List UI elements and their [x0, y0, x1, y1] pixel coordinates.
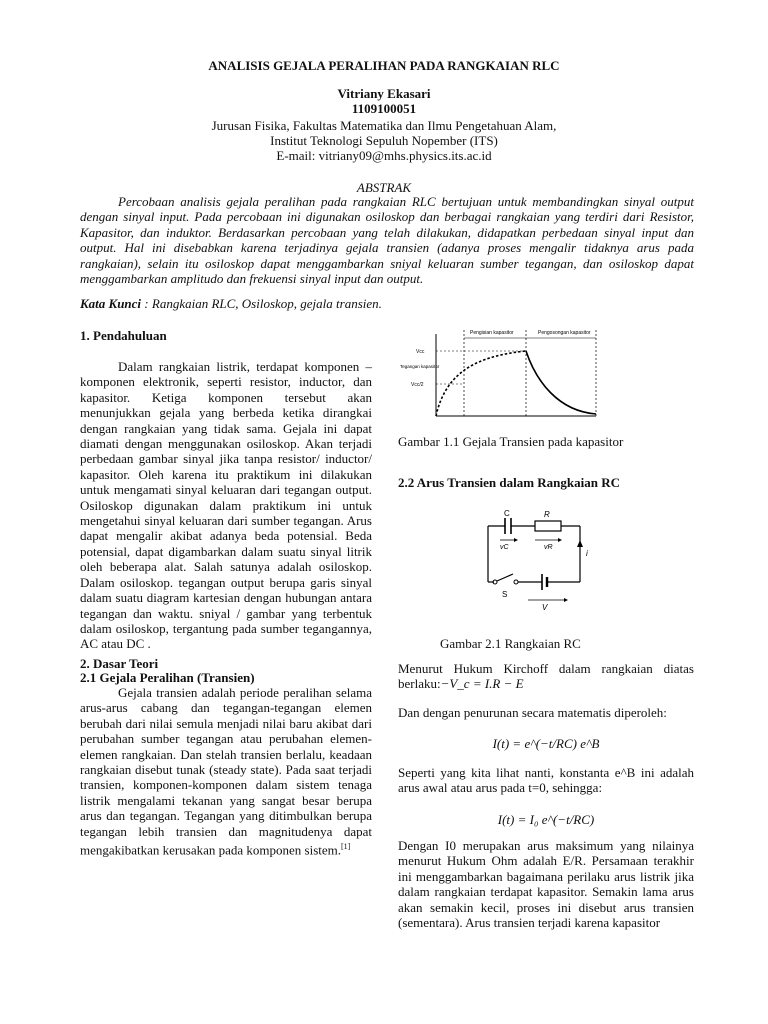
charging-curve [436, 351, 526, 416]
section-2-1-body: Gejala transien adalah periode peralihan selama arus-arus cabang dan tegangan-tegangan elemen berubah dari nilai semula menjadi nilai baru akibat dari perubahan sumber tegangan atau perubahan elemen-elemen rangkaian. Dan stelah transien berlalu, keadaan rangkaian disebut tunak (steady state). Pada saat terjadi transien, komponen-komponen dalam sistem tenaga listrik mengalami tekanan yang sangat besar berupa arus dan tegangan. Tegangan yang ditimbulkan berupa tegangan lebih transien dan magnitudenya dapat mengakibatkan kerusakan pada komponen sistem. [80, 685, 372, 858]
figure-2-rc-circuit [480, 506, 610, 618]
affiliation-line-1: Jurusan Fisika, Fakultas Matematika dan Ilmu Pengetahuan Alam, [211, 118, 557, 133]
label-vc: vC [500, 544, 509, 551]
label-vr: vR [544, 544, 553, 551]
section-2-1-text [80, 685, 372, 858]
label-v: V [542, 603, 548, 612]
label-discharging: Pengosongan kapasitor [538, 330, 591, 336]
affiliation-line-2: Institut Teknologi Sepuluh Nopember (ITS) [270, 133, 498, 148]
switch-lever [497, 574, 513, 581]
author-email[interactable]: E-mail: vitriany09@mhs.physics.its.ac.id [276, 148, 492, 163]
constant-text: Seperti yang kita lihat nanti, konstanta e^B ini adalah arus awal atau arus pada t=0, sehingga: [398, 765, 694, 796]
kirchhoff-equation: −V_c = I.R − E [440, 676, 524, 692]
current-arrow [577, 540, 583, 547]
kirchhoff-text: Menurut Hukum Kirchoff dalam rangkaian diatas berlaku: [398, 661, 694, 692]
label-r: R [544, 510, 550, 519]
resistor [535, 521, 561, 531]
switch-contact-right [514, 580, 518, 584]
derivation-text: Dan dengan penurunan secara matematis diperoleh: [398, 705, 667, 720]
label-s: S [502, 590, 508, 599]
section-2-heading: 2. Dasar Teori [80, 656, 159, 671]
label-vcc-half: Vcc/2 [411, 382, 424, 388]
keywords [80, 296, 382, 312]
section-2-2-heading: 2.2 Arus Transien dalam Rangkaian RC [398, 475, 621, 490]
figure-2-caption: Gambar 2.1 Rangkaian RC [440, 636, 581, 651]
paper-title: ANALISIS GEJALA PERALIHAN PADA RANGKAIAN RLC [208, 58, 560, 73]
equation-1: I(t) = e^(−t/RC) e^B [492, 736, 600, 751]
label-vcc: Vcc [416, 349, 425, 355]
final-paragraph: Dengan I0 merupakan arus maksimum yang nilainya menurut Hukum Ohm adalah E/R. Persamaan terakhir ini menggambarkan bagaimana perilaku arus listrik jika dalam rangkaian terdapat kapasitor. Semakin lama arus akan semakin kecil, proses ini disebut arus transien (sementara). Arus transien terjadi karena kapasitor [398, 838, 694, 931]
section-2-1-heading: 2.1 Gejala Peralihan (Transien) [80, 670, 255, 685]
label-axis: Tegangan kapasitor [400, 364, 440, 369]
keywords-text: : Rangkaian RLC, Osiloskop, gejala transien. [141, 296, 382, 311]
kirchhoff-paragraph [398, 661, 694, 692]
equation-2: I(t) = I₀ e^(−t/RC) [497, 812, 595, 827]
section-1-heading: 1. Pendahuluan [80, 328, 167, 343]
label-charging: Pengisian kapasitor [470, 330, 514, 336]
author-name: Vitriany Ekasari [337, 86, 431, 101]
figure-1-caption: Gambar 1.1 Gejala Transien pada kapasitor [398, 434, 624, 449]
author-id: 1109100051 [351, 101, 417, 116]
figure-1-transient-graph [398, 326, 598, 422]
abstract-heading: ABSTRAK [356, 180, 412, 195]
label-i: i [586, 549, 588, 558]
section-1-text: Dalam rangkaian listrik, terdapat komponen – komponen elektronik, seperti resistor, inductor, dan kapasitor. Ketiga komponen tersebut akan menunjukkan gejala yang berbeda ketika dirangkai dengan rangkaian yang tidak sama. Gejala ini dapat diamati dengan menggunakan osiloskop. Akan terjadi perbedaan gambar sinyal jika tanpa resistor/ inductor/ kapasitor. Oleh karena itu praktikum ini dilakukan untuk mengamati sinyal keluaran dari tegangan output. Osiloskop digunakan dalam praktikum ini untuk mengetahui sinyal keluaran dari sumber tegangan. Arus dapat mengalir akibat adanya beda potensial. Beda potensial, dapat digambarkan dalam suatu sinyal litrik oleh beberapa alat. Salah satunya adalah osiloskop. Dalam osiloskop. tegangan output berupa garis sinyal dalam suatu diagram kartesian dengan hubungan antara tegangan dan waktu. sniyal / gambar yang terbentuk dalam osiloskop, tergantung pada sumber tegangannya, AC atau DC . [80, 359, 372, 652]
keywords-label: Kata Kunci [80, 296, 142, 311]
label-c: C [504, 509, 510, 518]
citation-ref[interactable]: [1] [341, 842, 351, 852]
abstract-text: Percobaan analisis gejala peralihan pada rangkaian RLC bertujuan untuk membandingkan sinyal output dengan sinyal input. Pada percobaan ini digunakan osiloskop dan berbagai rangkaian yang terdiri dari Resistor, Kapasitor, dan induktor. Berdasarkan percobaan yang telah dilakukan, didapatkan perbedaan sinyal input dan output. Hal ini disebabkan karena terjadinya gejala transien (adanya proses mengalir tidaknya arus pada rangkaian), selain itu osiloskop dapat menggambarkan sniyal keluaran sumber tegangan, dan osiloskop dapat menggambarkan amplitudo dan frekuensi sinyal input dan output. [80, 194, 694, 287]
discharging-curve [526, 351, 596, 414]
